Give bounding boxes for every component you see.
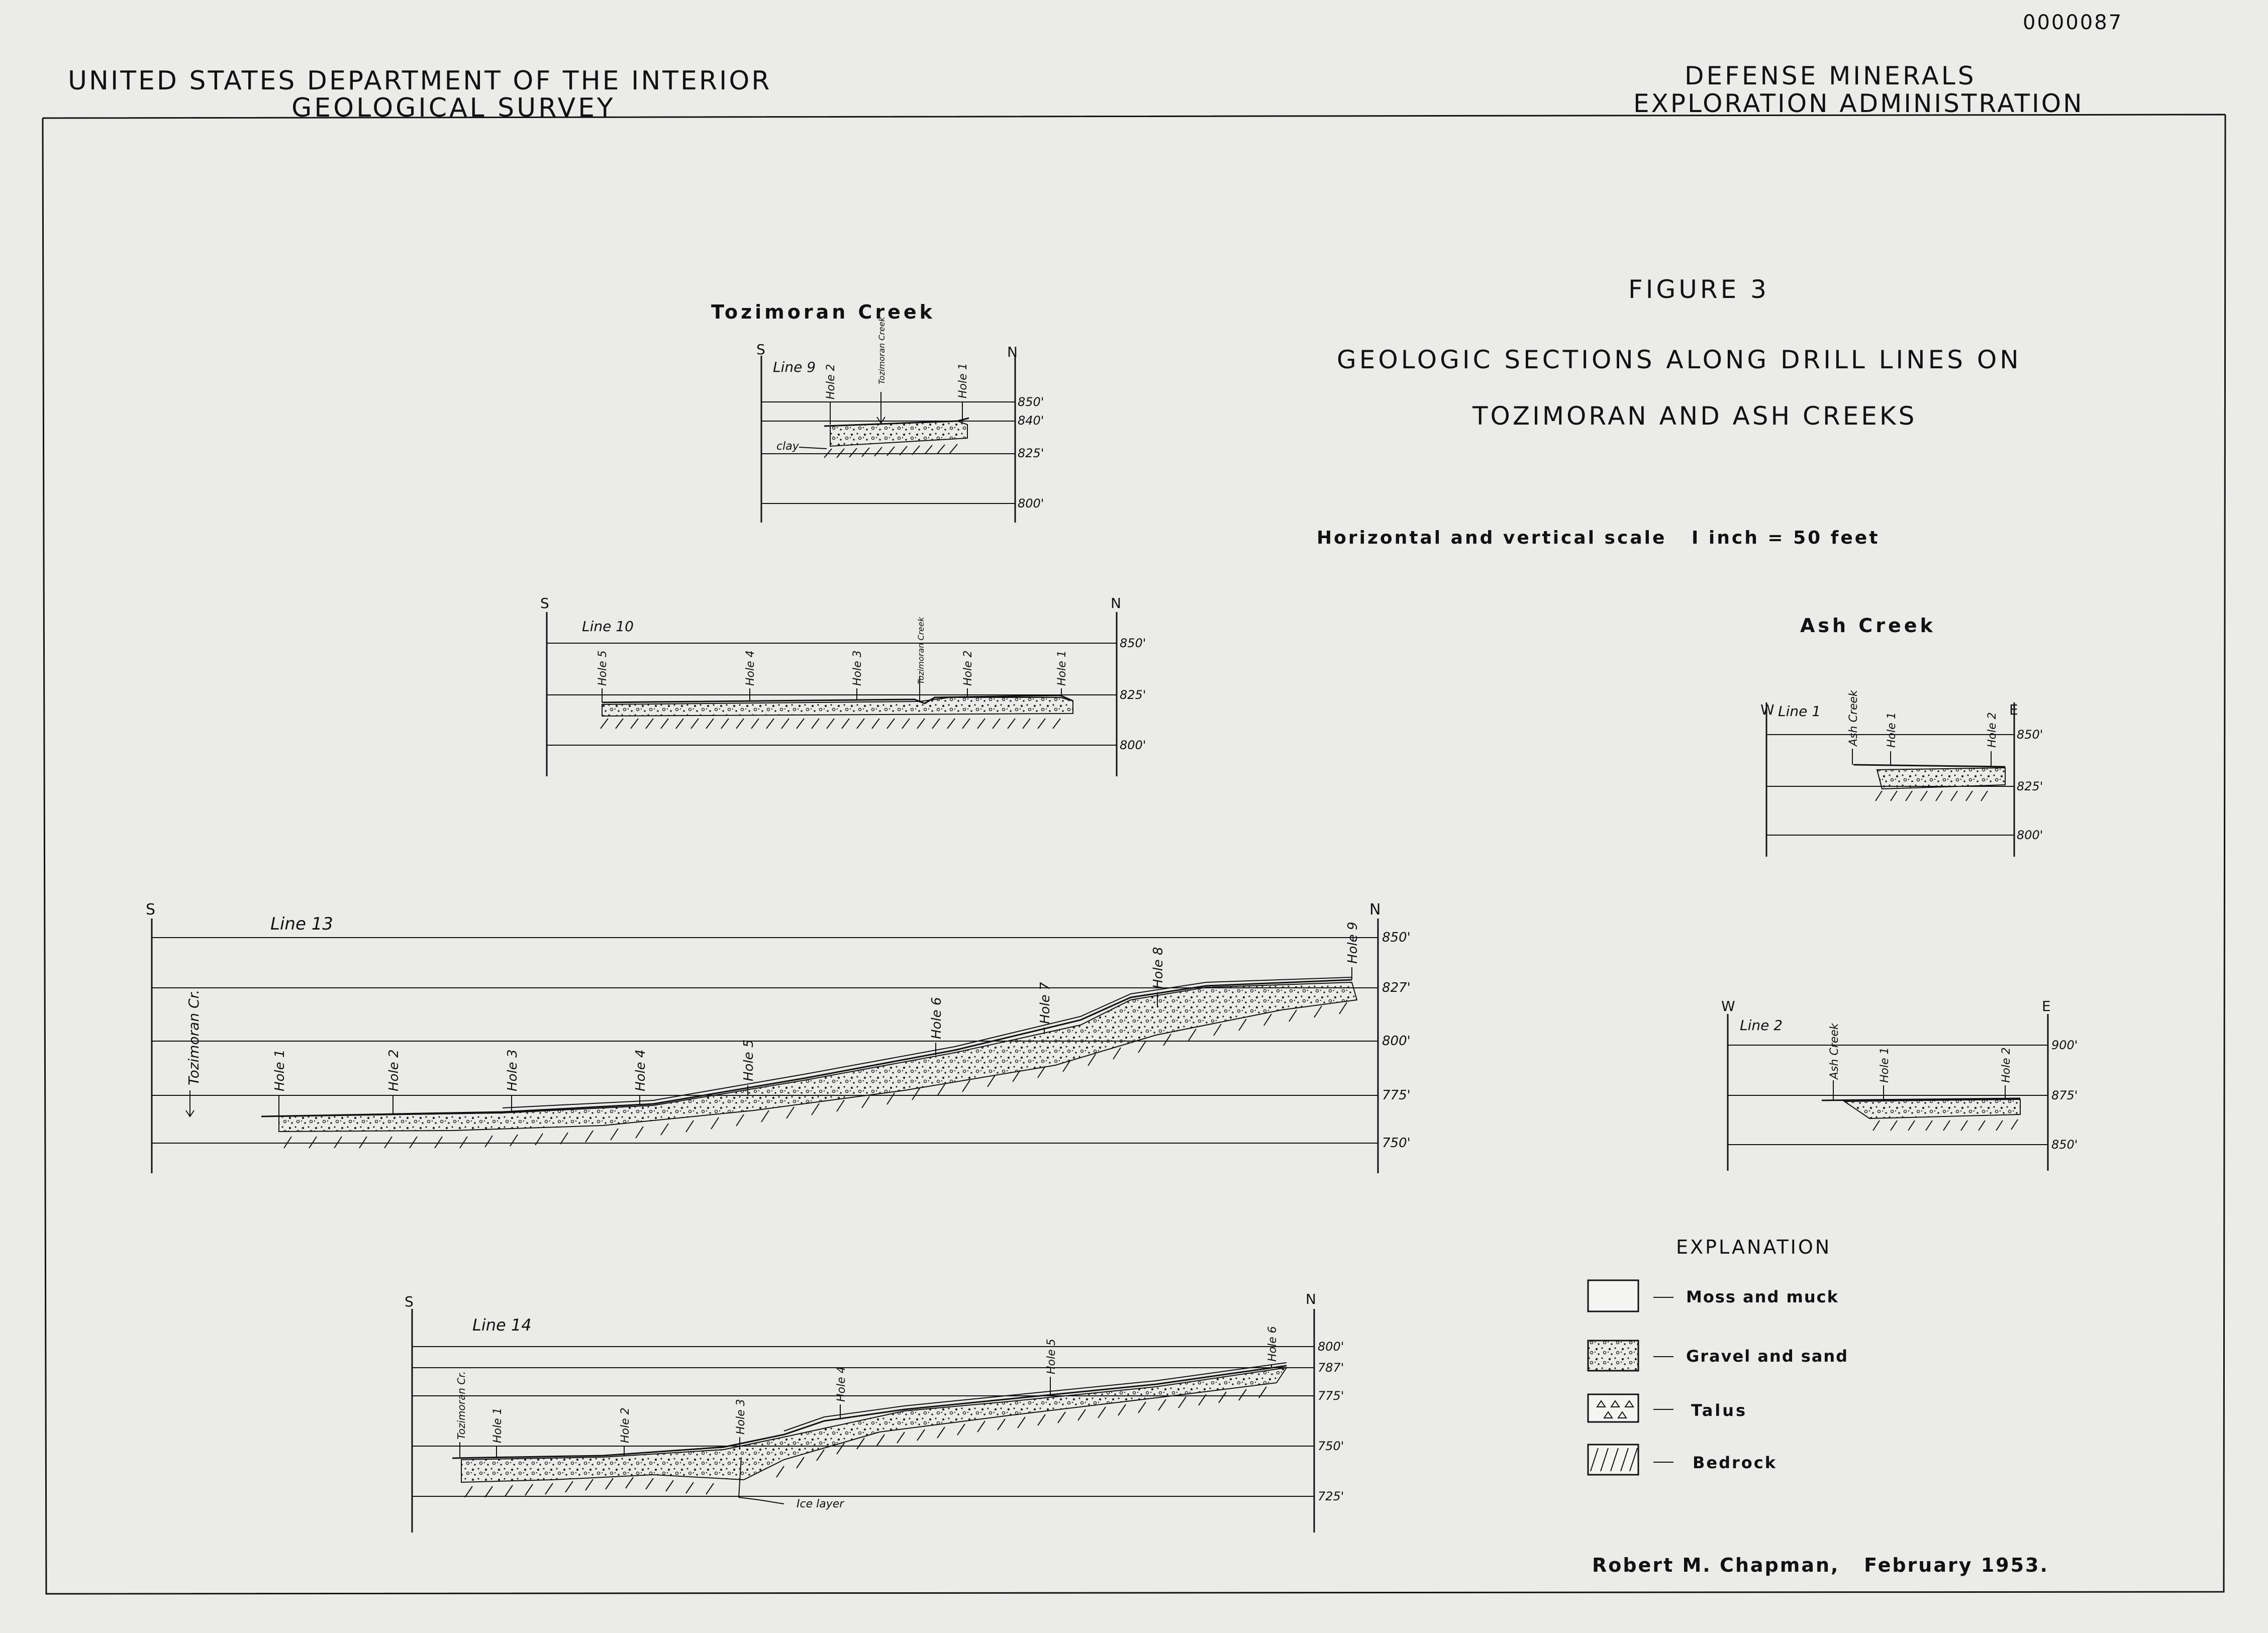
line13-hole-2: Hole 2 (386, 1049, 402, 1091)
ash1-hole-1: Hole 1 (1886, 712, 1898, 748)
line10-elev-2: 825' (1120, 688, 1146, 702)
tozimoran-creek-title: Tozimoran Creek (711, 301, 935, 323)
line10-label: Line 10 (582, 618, 634, 635)
legend-label-bedrock: Bedrock (1693, 1453, 1778, 1472)
line10-hole-1: Hole 1 (1056, 650, 1068, 686)
line10-elev-1: 850' (1120, 636, 1146, 650)
line13-hole-3: Hole 3 (505, 1049, 520, 1091)
legend-swatch-gravel (1588, 1341, 1638, 1371)
ash2-hole-1: Hole 1 (1879, 1047, 1891, 1083)
legend-label-talus: Talus (1691, 1401, 1748, 1420)
line13-right-dir: N (1369, 901, 1381, 918)
line10-elev-3: 800' (1120, 738, 1146, 752)
ash2-elev-3: 850' (2051, 1138, 2078, 1152)
figure-title-line1: GEOLOGIC SECTIONS ALONG DRILL LINES ON (1337, 345, 2022, 374)
line14-elev-4: 750' (1318, 1439, 1344, 1453)
header-survey: GEOLOGICAL SURVEY (291, 93, 616, 123)
legend (1588, 1236, 1848, 1475)
figure-number: FIGURE 3 (1628, 275, 1769, 304)
line14-label: Line 14 (472, 1315, 532, 1335)
scale-note: Horizontal and vertical scale I inch = 50 feet (1317, 528, 1880, 548)
ash1-elev-2: 825' (2017, 779, 2043, 793)
line13-elev-2: 827' (1382, 980, 1411, 995)
ash2-hole-2: Hole 2 (2000, 1047, 2013, 1083)
line14-hole-2: Hole 2 (619, 1407, 632, 1443)
line9-creek: Tozimoran Creek (877, 317, 886, 384)
line13-elev-3: 800' (1382, 1034, 1411, 1049)
legend-title: EXPLANATION (1676, 1236, 1832, 1258)
line9-left-dir: S (756, 341, 765, 358)
line9-label: Line 9 (773, 359, 816, 375)
line13-hole-5: Hole 5 (741, 1039, 756, 1081)
legend-label-moss: Moss and muck (1686, 1287, 1839, 1306)
ash1-right-dir: E (2009, 701, 2018, 718)
legend-swatch-moss (1588, 1280, 1638, 1311)
line9-elev-3: 825' (1018, 446, 1044, 460)
figure-title-line2: TOZIMORAN AND ASH CREEKS (1472, 401, 1917, 431)
header-department: UNITED STATES DEPARTMENT OF THE INTERIOR (68, 66, 772, 96)
line10-hole-3: Hole 3 (851, 650, 864, 686)
line14-left-dir: S (405, 1293, 414, 1310)
line13-hole-7: Hole 7 (1038, 982, 1053, 1024)
line14-right-dir: N (1306, 1291, 1316, 1307)
line13-hole-6: Hole 6 (929, 997, 944, 1039)
line13-creek: Tozimoran Cr. (185, 989, 202, 1085)
line10-creek: Tozimoran Creek (916, 617, 926, 684)
line14-hole-3: Hole 3 (735, 1399, 747, 1435)
section-ash-line-2 (1721, 998, 2078, 1171)
line14-elev-5: 725' (1318, 1489, 1344, 1503)
line9-hole-2: Hole 2 (825, 364, 837, 399)
line10-hole-4: Hole 4 (744, 650, 757, 686)
ash2-creek: Ash Creek (1828, 1023, 1841, 1079)
ash2-elev-2: 875' (2051, 1088, 2078, 1102)
line9-right-dir: N (1007, 344, 1018, 360)
ash2-elev-1: 900' (2051, 1038, 2078, 1052)
ash2-left-dir: W (1721, 998, 1735, 1014)
header-administration: EXPLORATION ADMINISTRATION (1633, 89, 2084, 118)
line13-hole-9: Hole 9 (1345, 922, 1360, 964)
section-line-13 (146, 901, 1411, 1173)
line14-ice-note: Ice layer (797, 1498, 844, 1510)
document-number: 0000087 (2023, 11, 2123, 34)
line9-hole-1: Hole 1 (957, 363, 969, 398)
line14-elev-2: 787' (1318, 1361, 1344, 1375)
line9-clay-note: clay (776, 440, 799, 453)
legend-swatch-bedrock (1588, 1445, 1638, 1475)
ash1-label: Line 1 (1778, 703, 1821, 720)
section-line-9 (756, 317, 1044, 523)
line14-elev-3: 775' (1318, 1389, 1344, 1403)
line9-elev-2: 840' (1018, 414, 1044, 428)
legend-label-gravel: Gravel and sand (1686, 1347, 1849, 1366)
ash1-elev-1: 850' (2017, 728, 2043, 742)
ash1-elev-3: 800' (2017, 828, 2043, 842)
line9-elev-4: 800' (1018, 496, 1044, 511)
line9-elev-1: 850' (1018, 395, 1044, 409)
legend-swatch-talus (1588, 1394, 1638, 1422)
line13-hole-4: Hole 4 (633, 1049, 648, 1091)
line10-right-dir: N (1111, 595, 1121, 611)
line14-creek: Tozimoran Cr. (455, 1371, 467, 1440)
ash1-hole-2: Hole 2 (1986, 712, 1999, 748)
author-signature: Robert M. Chapman, February 1953. (1592, 1554, 2049, 1576)
line10-hole-5: Hole 5 (597, 650, 609, 686)
header-defense: DEFENSE MINERALS (1685, 61, 1977, 90)
line14-elev-1: 800' (1318, 1340, 1344, 1354)
sheet-frame (43, 115, 2225, 1594)
line13-hole-1: Hole 1 (272, 1049, 287, 1091)
line10-left-dir: S (540, 595, 549, 611)
ash2-label: Line 2 (1740, 1017, 1783, 1034)
ash2-right-dir: E (2042, 998, 2051, 1014)
ash1-left-dir: W (1760, 701, 1774, 718)
line13-elev-5: 750' (1382, 1136, 1411, 1151)
line13-left-dir: S (146, 901, 156, 918)
section-line-14 (405, 1291, 1344, 1533)
line13-elev-4: 775' (1382, 1088, 1411, 1103)
line14-hole-5: Hole 5 (1045, 1339, 1058, 1374)
line14-hole-6: Hole 6 (1266, 1326, 1279, 1362)
ash1-creek: Ash Creek (1847, 690, 1860, 746)
line14-hole-4: Hole 4 (835, 1366, 848, 1402)
line10-hole-2: Hole 2 (962, 650, 974, 686)
line14-hole-1: Hole 1 (491, 1407, 504, 1443)
line13-hole-8: Hole 8 (1151, 947, 1166, 989)
section-line-10 (540, 595, 1146, 776)
line13-elev-1: 850' (1382, 930, 1411, 945)
ash-creek-title: Ash Creek (1800, 615, 1936, 637)
section-ash-line-1 (1760, 689, 2043, 857)
line13-label: Line 13 (270, 914, 333, 934)
